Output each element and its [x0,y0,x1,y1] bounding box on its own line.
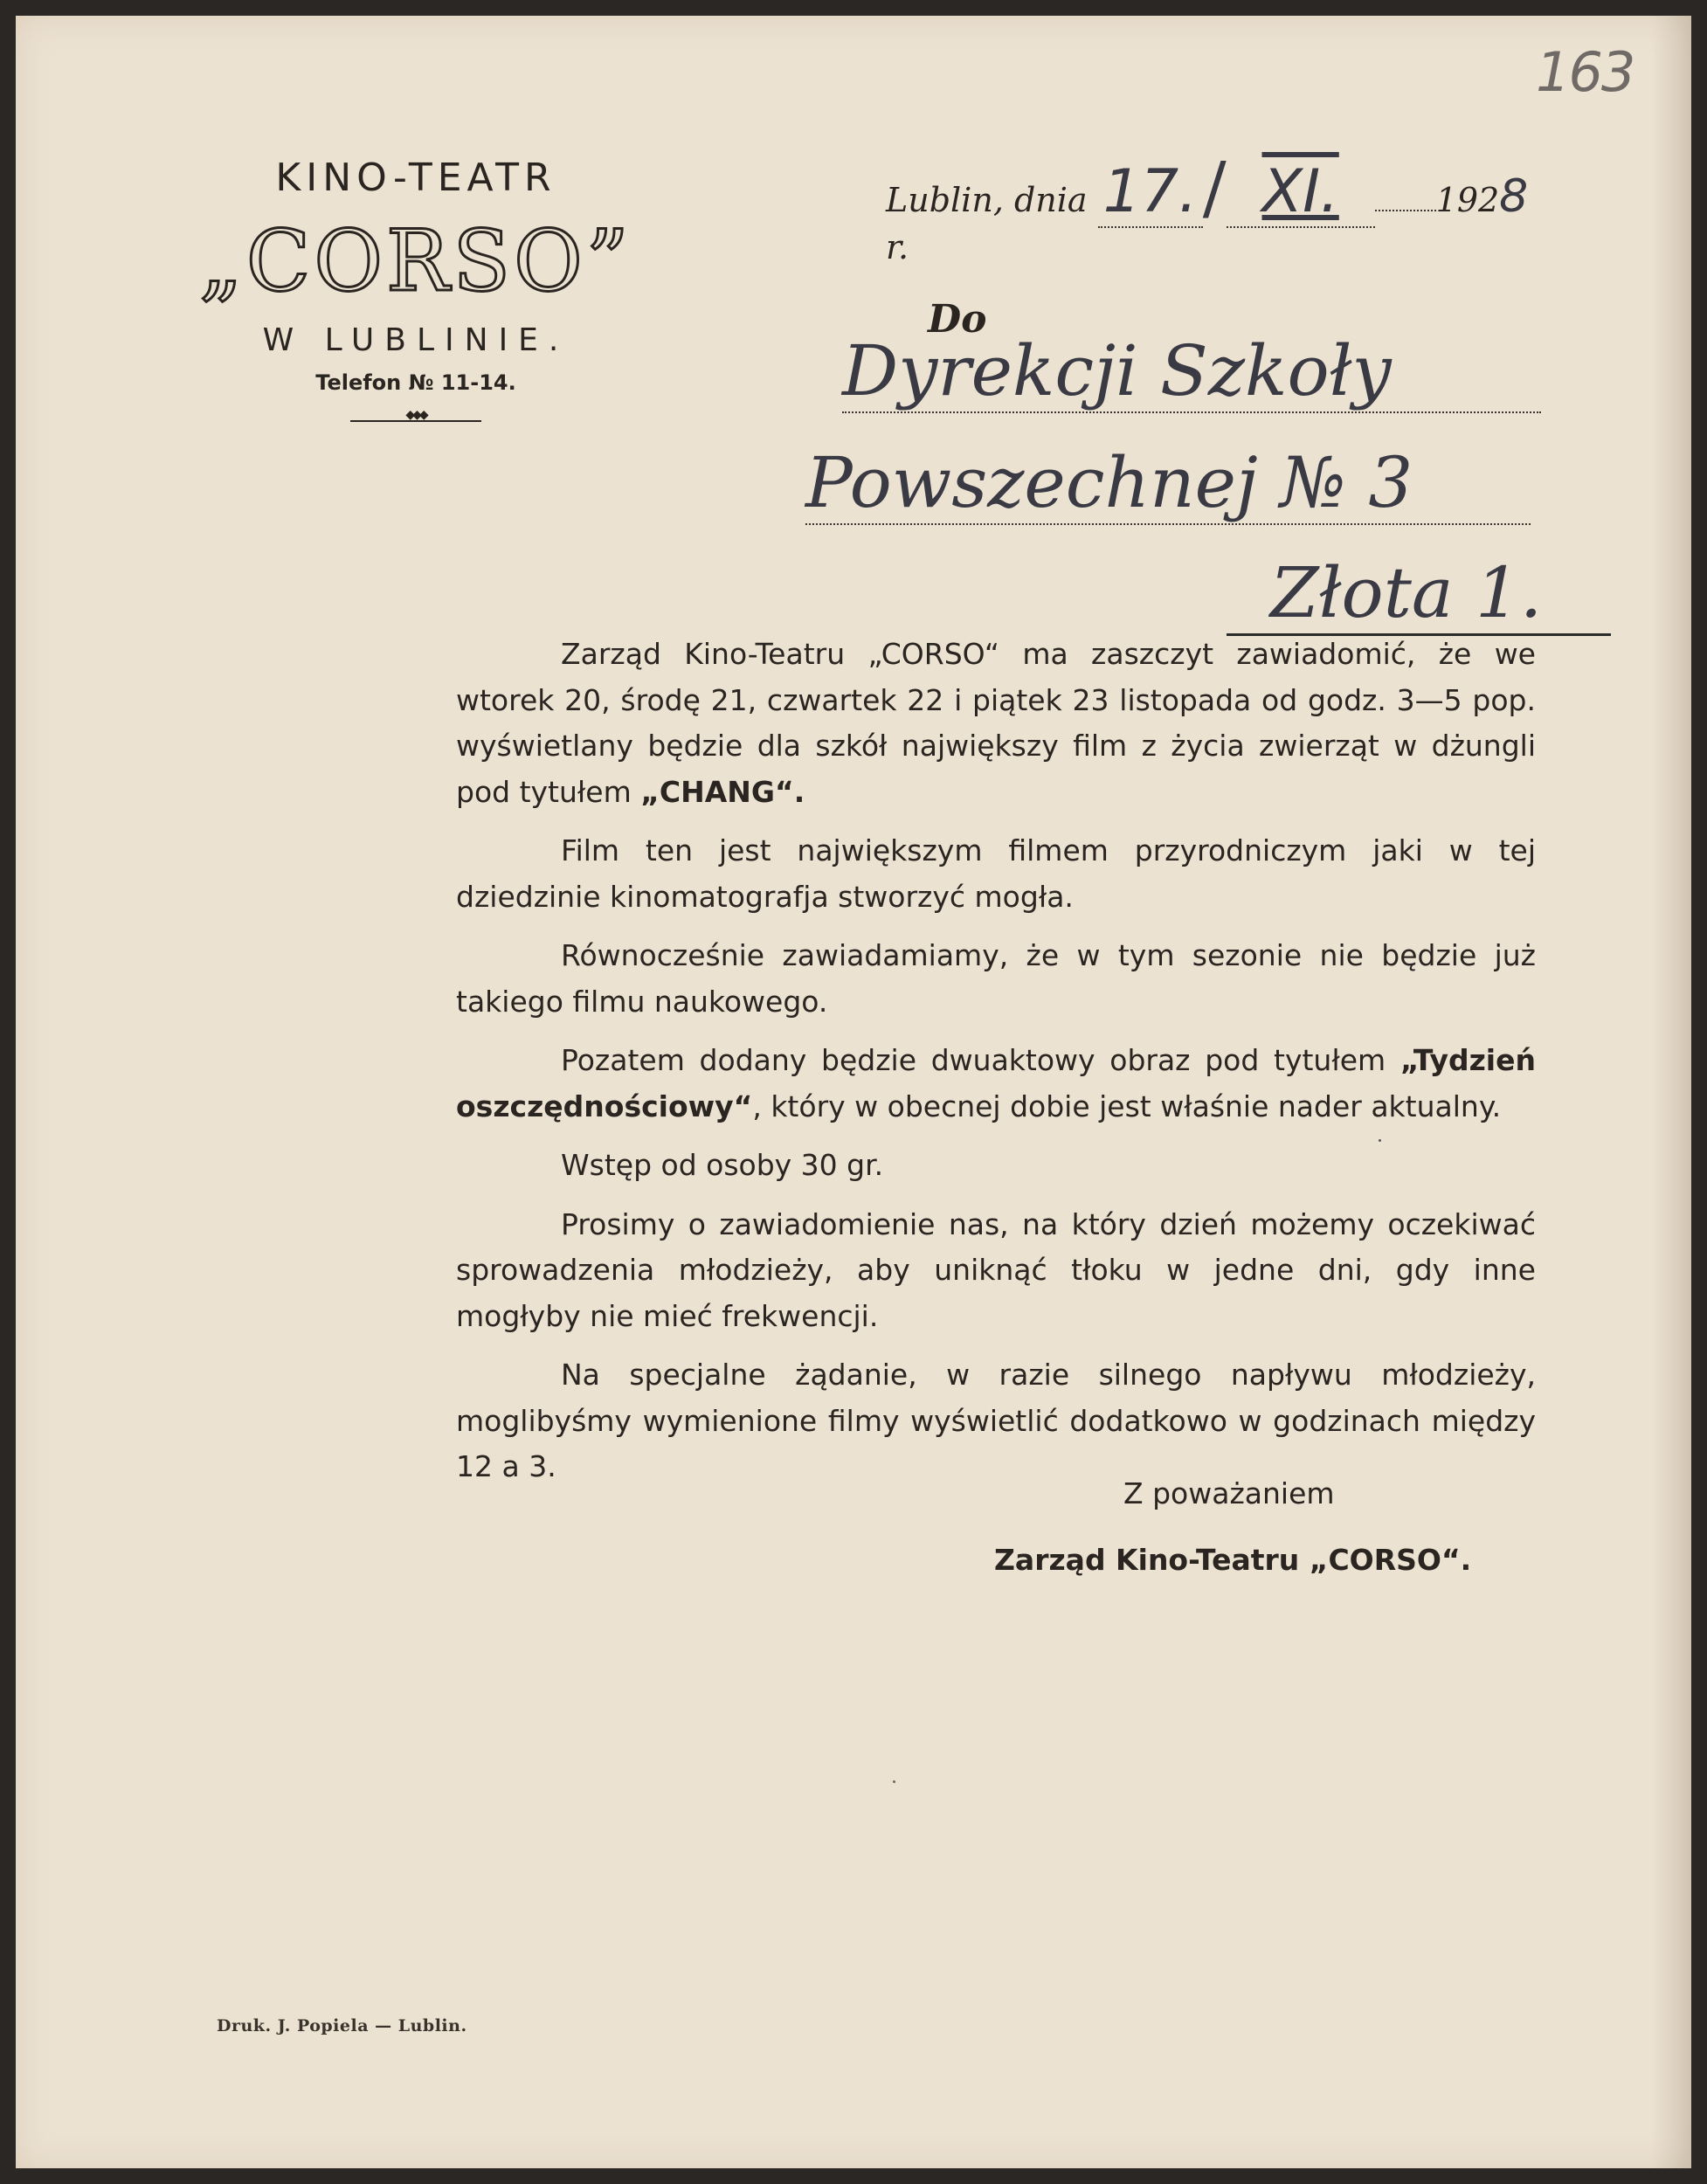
letterhead-corso-logo: „CORSO” [199,212,632,310]
date-line: Lublin, dnia 17./ XI. 1928 r. [886,147,1529,266]
letterhead-city: W LUBLINIE. [262,322,570,358]
ornament-divider-icon [350,416,481,426]
closing-signature: Zarząd Kino-Teatru „CORSO“. [994,1543,1472,1577]
paragraph-1: Zarząd Kino-Teatru „CORSO“ ma zaszczyt zawiadomić, że we wtorek 20, środę 21, czwartek 22 i piątek 23 listopada od godz. 3—5 pop. wyświetlany będzie dla szkół największy film z życia zwierząt w dżungli pod tytułem „CHANG“. [456,637,1536,809]
letterhead-kino-teatr: KINO-TEATR [275,156,556,200]
paragraph-5: Wstęp od osoby 30 gr. [561,1148,884,1182]
date-year-suffix: 8 [1499,170,1529,223]
paragraph-2: Film ten jest największym filmem przyrodniczym jaki w tej dziedzinie kinomatografja stworzyć mogła. [456,833,1536,914]
film-title-chang: „CHANG“. [640,774,805,809]
closing-greeting: Z poważaniem [1123,1476,1335,1510]
archive-number: 163 [1536,40,1634,104]
date-suffix: r. [886,228,909,266]
addressee-line-2: Powszechnej № 3 [805,442,1531,525]
letterhead [162,156,669,426]
paragraph-4: Pozatem dodany będzie dwuaktowy obraz pod tytułem „Tydzień oszczędnościowy“, który w obecnej dobie jest właśnie nader aktualny. [456,1043,1536,1123]
date-day: 17. [1102,157,1198,226]
paragraph-6: Prosimy o zawiadomienie nas, na który dzień możemy oczekiwać sprowadzenia młodzieży, aby uniknąć tłoku w jedne dni, gdy inne mogłyby nie mieć frekwencji. [456,1206,1536,1333]
letter-body [456,632,1536,1503]
addressee-line-1: Dyrekcji Szkoły [842,330,1541,413]
letter-page [16,16,1691,2168]
date-year-prefix: 192 [1435,181,1500,219]
paragraph-3: Równocześnie zawiadamiamy, że w tym sezonie nie będzie już takiego filmu naukowego. [456,938,1536,1019]
film-title-tydzien: „Tydzień oszczędnościowy“ [456,1043,1536,1123]
addressee-do: Do [928,297,987,342]
printer-imprint: Druk. J. Popiela — Lublin. [217,2016,467,2035]
paragraph-7: Na specjalne żądanie, w razie silnego napływu młodzieży, moglibyśmy wymienione filmy wyświetlić dodatkowo w godzinach między 12 a 3. [456,1358,1536,1483]
letterhead-phone: Telefon № 11-14. [315,370,516,395]
addressee-line-3: Złota 1. [1227,552,1611,636]
paper-speck [893,1780,895,1783]
paper-edge-shadow [1651,16,1691,2168]
date-prefix: Lublin, dnia [886,181,1088,219]
paper-speck [1379,1139,1381,1142]
date-month: XI. [1261,157,1339,226]
